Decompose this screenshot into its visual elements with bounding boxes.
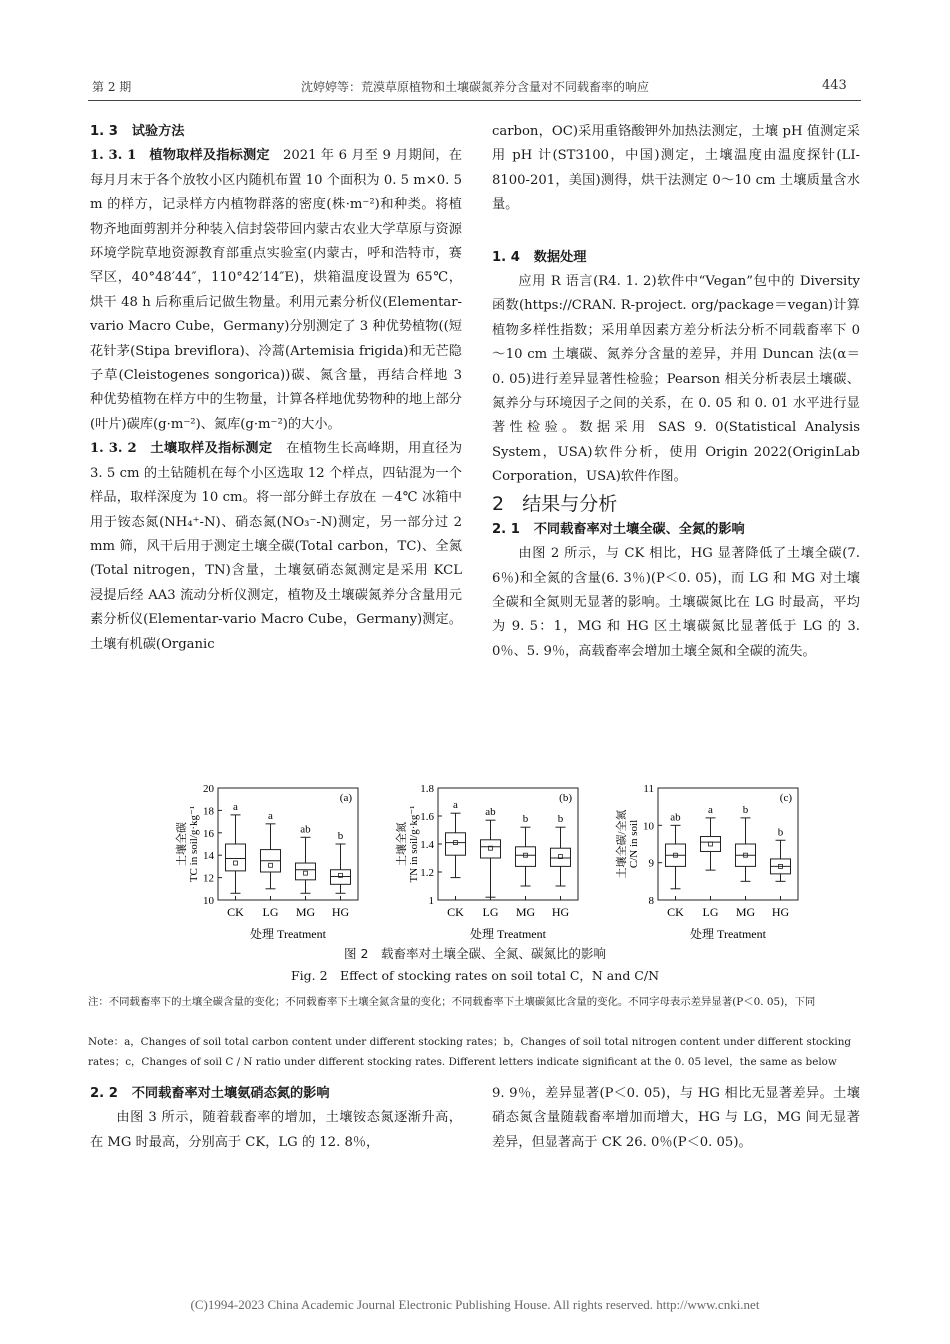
figure-note-cn: 注：不同载畜率下的土壤全碳含量的变化；不同载畜率下土壤全氮含量的变化；不同载畜率下土壤碳氮比含量的变化。不同字母表示差异显著(P＜0. 05)，下同 [88, 996, 816, 1008]
panel-c-ytick-label: 8 [648, 895, 654, 907]
panel-c-ytick-label: 11 [643, 783, 654, 795]
panel-b-ytick-label: 1.2 [420, 867, 434, 879]
panel-c-xtick-label: HG [771, 905, 790, 919]
panel-c-ylabel-en: C/N in soil [628, 819, 640, 869]
panel-a-ytick-label: 20 [203, 783, 214, 795]
panel-b-ylabel-en: TN in soil/g·kg⁻¹ [408, 805, 420, 883]
section-2-2-paragraph: 由图 3 所示，随着载畜率的增加，土壤铵态氮逐渐升高，在 MG 时最高，分别高于 CK，LG 的 12. 8％， [90, 1110, 462, 1150]
section-1-3-2-paragraph: 1. 3. 2 土壤取样及指标测定 在植物生长高峰期，用直径为 3. 5 cm 的土钻随机在每个小区选取 12 个样点，四钻混为一个样品，取样深度为 10 cm。将一部分鲜土存放在 －4℃ 冰箱中用于铵态氮(NH₄⁺-N)、硝态氮(NO₃⁻-N)测定，另一部分过 2 mm 筛，风干后用于测定土壤全碳(Total carbon，TC)、全氮(Total nitrogen，TN)含量，土壤氨硝态氮测定是采用 KCL 浸提后经 AA3 流动分析仪测定，植物及土壤碳氮养分含量用元素分析仪(Elementar-vario Macro Cube，Germany)测定。土壤有机碳(Organic [90, 441, 463, 652]
bottom-right-column [492, 1082, 860, 1155]
panel-b-xtick-label: MG [515, 905, 536, 919]
panel-a-xlabel: 处理 Treatment [250, 927, 326, 941]
section-1-4-heading: 1. 4 数据处理 [492, 249, 587, 265]
panel-c-xlabel: 处理 Treatment [690, 927, 766, 941]
section-1-4-paragraph: 应用 R 语言(R4. 1. 2)软件中“Vegan”包中的 Diversity 函数(https://CRAN. R-project. org/package＝vegan)计算植物多样性指数；采用单因素方差分析法分析不同载畜率下 0～10 cm 土壤碳、氮养分含量的差异，并用 Duncan 法(α＝0. 05)进行差异显著性检验；Pearson 相关分析表层土壤碳、氮养分与环境因子之间的关系，在 0. 05 和 0. 01 水平进行显著性检验。数据采用 SAS 9. 0(Statistical Analysis System，USA)软件分析，使用 Origin 2022(OriginLab Corporation，USA)软件作图。 [492, 274, 860, 485]
panel-a-xtick-label: MG [295, 905, 316, 919]
panel-b-ytick-label: 1 [428, 895, 434, 907]
panel-b-sig-letter: ab [485, 806, 496, 819]
panel-b-box-hg [551, 848, 571, 866]
panel-c-ylabel-cn: 土壤全碳/全氮 [616, 809, 628, 879]
panel-b-box-lg [481, 840, 501, 858]
panel-a-ytick-label: 12 [203, 872, 214, 885]
panel-c-sig-letter: b [777, 826, 784, 839]
panel-a-ylabel-en: TC in soil/g·kg⁻¹ [188, 805, 200, 883]
panel-a-ytick-label: 18 [203, 805, 214, 818]
page-number: 443 [822, 78, 847, 93]
panel-a-ytick-label: 16 [203, 827, 214, 840]
panel-c-xtick-label: CK [667, 905, 684, 919]
section-1-3-1-paragraph: 1. 3. 1 植物取样及指标测定 2021 年 6 月至 9 月期间，在每月月末于各个放牧小区内随机布置 10 个面积为 0. 5 m×0. 5 m 的样方，记录样方内植物群落的密度(株·m⁻²)和种类。将植物齐地面剪割并分种装入信封袋带回内蒙古农业大学草原与资源环境学院草地资源教育部重点实验室(内蒙古，呼和浩特市，赛罕区，40°48′44″，110°42′14″E)，烘箱温度设置为 65℃，烘干 48 h 后称重后记做生物量。利用元素分析仪(Elementar-vario Macro Cube，Germany)分别测定了 3 种优势植物((短花针茅(Stipa breviflora)、冷蒿(Artemisia frigida)和无芒隐子草(Cleistogenes songorica))碳、氮含量，再结合样地 3 种优势植物在样方中的生物量，计算各样地优势物种的地上部分(叶片)碳库(g·m⁻²)、氮库(g·m⁻²)的大小。 [90, 148, 462, 432]
panel-a-sig-letter: a [233, 800, 238, 813]
panel-b-label: (b) [559, 792, 572, 804]
panel-a-xtick-label: HG [331, 905, 350, 919]
panel-b-xtick-label: HG [551, 905, 570, 919]
panel-b-ytick-label: 1.6 [420, 811, 434, 823]
figure-note-en: Note：a，Changes of soil total carbon content under different stocking rates；b，Changes of soil total nitrogen content under different stocking rates；c，Changes of soil C / N ratio under different stocking rates. Different letters indicate significant at the 0. 05 level，the same as below [88, 1036, 852, 1068]
panel-a-xtick-label: CK [227, 905, 244, 919]
panel-a-ylabel-cn: 土壤全碳 [176, 822, 188, 866]
panel-a-sig-letter: ab [300, 823, 311, 836]
panel-a-label: (a) [339, 792, 352, 804]
panel-b-box-mg [516, 847, 536, 867]
panel-a-sig-letter: a [268, 809, 273, 822]
panel-c-xtick-label: LG [702, 905, 719, 919]
panel-c-ytick-label: 9 [648, 857, 654, 870]
issue-label: 第 2 期 [92, 80, 132, 94]
panel-c-box-lg [701, 837, 721, 852]
section-2-1-paragraph: 由图 2 所示，与 CK 相比，HG 显著降低了土壤全碳(7. 6％)和全氮的含量(6. 3％)(P＜0. 05)，而 LG 和 MG 对土壤全碳和全氮则无显著的影响。土壤碳氮比在 LG 时最高，平均为 9. 5：1，MG 和 HG 区土壤碳氮比显著低于 LG 的 3. 0％、5. 9％，高载畜率会增加土壤全氮和全碳的流失。 [492, 546, 860, 659]
panel-b-sig-letter: a [453, 799, 458, 812]
figure-2 [170, 772, 810, 946]
panel-c-ytick-label: 10 [643, 820, 654, 833]
section-2-1-heading: 2. 1 不同载畜率对土壤全碳、全氮的影响 [492, 521, 745, 537]
section-2-heading: 2 结果与分析 [492, 492, 618, 515]
continued-paragraph: carbon，OC)采用重铬酸钾外加热法测定，土壤 pH 值测定采用 pH 计(ST3100，中国)测定，土壤温度由温度探针(LI-8100-201，美国)测得，烘干法测定 0～10 cm 土壤质量含水量。 [492, 124, 860, 213]
panel-a-box-ck [226, 844, 246, 871]
header-rule [88, 100, 861, 101]
bottom-left-column [90, 1082, 462, 1155]
panel-b-sig-letter: b [522, 813, 529, 826]
panel-c-sig-letter: b [742, 803, 749, 816]
panel-b-xtick-label: CK [447, 905, 464, 919]
panel-a-xtick-label: LG [262, 905, 279, 919]
panel-b-xtick-label: LG [482, 905, 499, 919]
copyright-footer: (C)1994-2023 China Academic Journal Electronic Publishing House. All rights reserved. http://www.cnki.net [190, 1297, 760, 1312]
section-2-2-continued: 9. 9％，差异显著(P＜0. 05)，与 HG 相比无显著差异。土壤硝态氮含量随载畜率增加而增大，HG 与 LG，MG 间无显著差异，但显著高于 CK 26. 0％(P＜0. 05)。 [492, 1086, 860, 1150]
panel-c-label: (c) [779, 792, 792, 804]
panel-b-sig-letter: b [557, 813, 564, 826]
left-column [90, 120, 462, 657]
panel-c-sig-letter: ab [670, 811, 681, 824]
panel-a-ytick-label: 14 [203, 850, 214, 863]
section-1-3-heading: 1. 3 试验方法 [90, 124, 185, 139]
section-2-2-heading: 2. 2 不同载畜率对土壤氨硝态氮的影响 [90, 1086, 330, 1101]
panel-a-ytick-label: 10 [203, 895, 214, 907]
panel-b-ytick-label: 1.4 [420, 839, 434, 851]
figure-caption-cn: 图 2 载畜率对土壤全碳、全氮、碳氮比的影响 [344, 946, 606, 961]
panel-b-box-ck [446, 833, 466, 855]
figure-caption-en: Fig. 2 Effect of stocking rates on soil total C，N and C/N [290, 968, 660, 983]
panel-b-ylabel-cn: 土壤全氮 [396, 822, 408, 866]
panel-a-sig-letter: b [337, 830, 344, 842]
panel-b-ytick-label: 1.8 [420, 783, 434, 795]
right-column [492, 120, 860, 664]
panel-b-xlabel: 处理 Treatment [470, 927, 546, 941]
panel-c-xtick-label: MG [735, 905, 756, 919]
panel-c-sig-letter: a [708, 803, 713, 816]
figure-2-charts [170, 772, 810, 942]
running-title: 沈婷婷等：荒漠草原植物和土壤碳氮养分含量对不同载畜率的响应 [300, 80, 649, 94]
